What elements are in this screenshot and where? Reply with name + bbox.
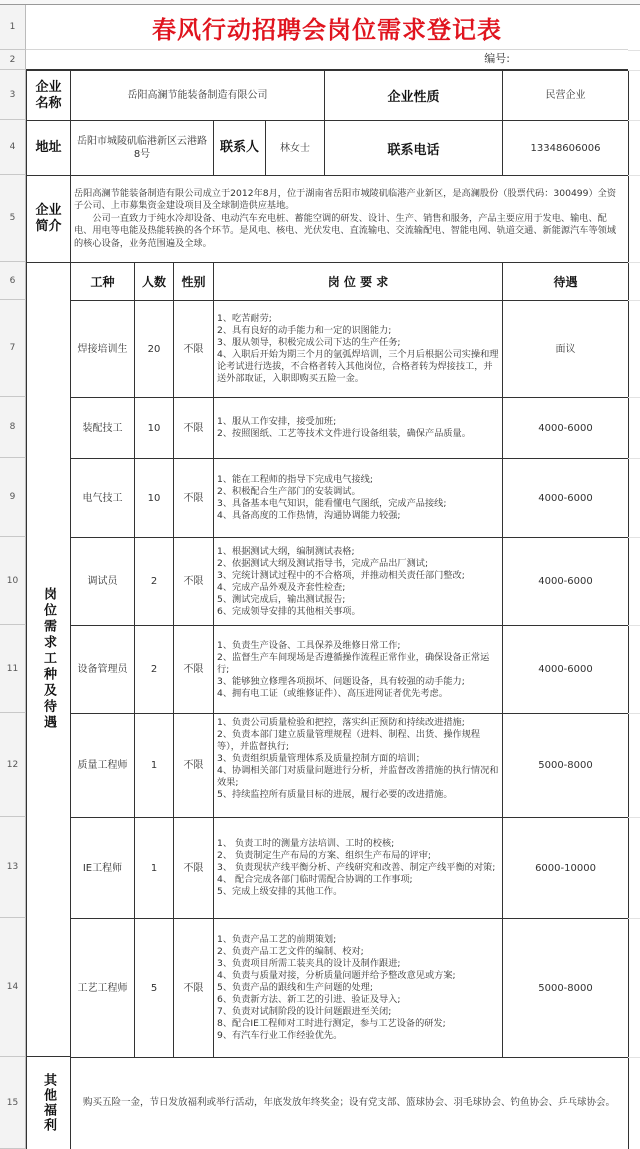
job-headcount: 1 [134, 817, 174, 919]
requirement-item: 1、负责公司质量检验和把控，落实纠正预防和持续改进措施; [217, 717, 465, 728]
requirement-item: 5、负责产品的跟线和生产问题的处理; [217, 982, 373, 993]
requirement-item: 2、依据测试大纲及测试指导书，完成产品出厂测试; [217, 557, 429, 569]
right-margin-cell [628, 120, 640, 176]
right-margin-cell [628, 262, 640, 301]
requirement-item: 6、完成领导安排的其他相关事项。 [217, 605, 361, 617]
job-type: IE工程师 [70, 817, 135, 919]
row-number-9: 9 [0, 458, 26, 537]
requirement-item: 1、负责产品工艺的前期策划; [217, 934, 337, 945]
job-type: 调试员 [70, 537, 135, 626]
requirement-item: 4、协调相关部门对质量问题进行分析，并监督改善措施的执行情况和效果; [217, 765, 499, 788]
requirement-item: 3、服从领导，积极完成公司下达的生产任务; [217, 337, 401, 348]
job-gender: 不限 [173, 458, 214, 538]
job-gender: 不限 [173, 397, 214, 459]
job-headcount: 10 [134, 458, 174, 538]
job-requirements [213, 537, 503, 626]
right-margin-cell [628, 918, 640, 1058]
requirement-item: 2、积极配合生产部门的安装调试。 [217, 486, 361, 497]
requirement-item: 1、服从工作安排，接受加班; [217, 416, 337, 427]
right-margin-cell [628, 5, 640, 51]
benefits-text[interactable]: 购买五险一金，节日发放福利或举行活动，年底发放年终奖金；设有党支部、篮球协会、羽毛球协会、钓鱼协会、乒乓球协会。 [70, 1057, 629, 1149]
job-type: 设备管理员 [70, 625, 135, 714]
right-margin-cell [628, 175, 640, 263]
requirement-item: 2、负责本部门建立质量管理规程（进料、制程、出货、操作规程等），并监督执行; [217, 729, 481, 752]
job-headcount: 5 [134, 918, 174, 1058]
job-headcount: 20 [134, 300, 174, 398]
job-pay: 面议 [502, 300, 629, 398]
job-type: 装配技工 [70, 397, 135, 459]
requirement-item: 1、根据测试大纲，编制测试表格; [217, 545, 355, 557]
job-headcount: 10 [134, 397, 174, 459]
row-number-2: 2 [0, 50, 26, 70]
requirement-item: 5、测试完成后，输出测试报告; [217, 593, 346, 605]
job-pay: 4000-6000 [502, 625, 629, 714]
contact-phone-label: 联系电话 [324, 120, 503, 176]
requirement-item: 1、吃苦耐劳; [217, 313, 272, 324]
header-pay: 待遇 [502, 262, 629, 301]
job-headcount: 1 [134, 713, 174, 818]
requirement-item: 4、入职后开始为期三个月的氩弧焊培训，三个月后根据公司实操和理论考试进行选拔，不合格者转入其他岗位，合格者转为焊接技工，并送外部取证，入职即购买五险一金。 [217, 349, 499, 384]
header-requirements: 岗 位 要 求 [213, 262, 503, 301]
requirement-item: 1、能在工程师的指导下完成电气接线; [217, 474, 373, 485]
requirement-item: 3、具备基本电气知识，能看懂电气图纸，完成产品接线; [217, 498, 447, 509]
company-name-label: 企业名称 [26, 70, 71, 121]
row-number-10: 10 [0, 537, 26, 625]
job-pay: 4000-6000 [502, 397, 629, 459]
requirement-item: 4、拥有电工证（或维修证件）、高压进网证者优先考虑。 [217, 687, 448, 699]
requirement-item: 5、完成上级安排的其他工作。 [217, 886, 343, 897]
row-number-12: 12 [0, 713, 26, 817]
requirement-item: 5、持续监控所有质量目标的进展，履行必要的改进措施。 [217, 789, 453, 800]
job-pay: 6000-10000 [502, 817, 629, 919]
requirement-item: 2、监督生产车间现场是否遵循操作流程正常作业，确保设备正常运行; [217, 651, 490, 675]
company-name-value[interactable]: 岳阳高澜节能装备制造有限公司 [70, 70, 325, 121]
job-pay: 4000-6000 [502, 537, 629, 626]
company-intro-text[interactable] [70, 175, 629, 263]
requirement-item: 7、负责对试制阶段的设计问题跟进至关闭; [217, 1006, 392, 1017]
job-requirements [213, 817, 503, 919]
header-gender: 性别 [173, 262, 214, 301]
right-margin-cell [628, 70, 640, 121]
job-gender: 不限 [173, 918, 214, 1058]
requirement-item: 2、负责产品工艺文件的编制、校对; [217, 946, 364, 957]
requirement-item: 4、具备高度的工作热情，沟通协调能力较强; [217, 510, 401, 521]
header-headcount: 人数 [134, 262, 174, 301]
company-nature-value[interactable]: 民营企业 [502, 70, 629, 121]
right-margin-cell [628, 625, 640, 714]
requirement-item: 3、能够独立修理各项损坏、问题设备，具有较强的动手能力; [217, 675, 465, 687]
right-margin-cell [628, 397, 640, 459]
requirement-item: 3、负责组织质量管理体系及质量控制方面的培训； [217, 753, 425, 764]
benefits-label: 其他福利 [41, 1073, 56, 1133]
row-number-13: 13 [0, 817, 26, 918]
benefits-label-cell [26, 1057, 71, 1149]
requirement-item: 1、 负责工时的测量方法培训、工时的校核; [217, 838, 395, 849]
jobs-section-label-cell [26, 262, 71, 1057]
right-margin-cell [628, 300, 640, 398]
requirement-item: 2、按照图纸、工艺等技术文件进行设备组装，确保产品质量。 [217, 428, 471, 439]
job-requirements [213, 300, 503, 398]
job-pay: 4000-6000 [502, 458, 629, 538]
job-gender: 不限 [173, 817, 214, 919]
requirement-item: 4、完成产品外观及齐套性检查; [217, 581, 346, 593]
requirement-item: 4、负责与质量对接，分析质量问题并给予整改意见或方案; [217, 970, 456, 981]
contact-person-value[interactable]: 林女士 [265, 120, 325, 176]
company-intro-paragraph-1: 岳阳高澜节能装备制造有限公司成立于2012年8月，位于湖南省岳阳市城陵矶临港产业新区，是高澜股份（股票代码：300499）全资子公司、上市募集资金建设项目及全球制造供应基地。 [74, 187, 617, 212]
job-pay: 5000-8000 [502, 918, 629, 1058]
requirement-item: 2、具有良好的动手能力和一定的识图能力; [217, 325, 392, 336]
job-type: 电气技工 [70, 458, 135, 538]
requirement-item: 2、 负责制定生产布局的方案、组织生产布局的评审; [217, 850, 431, 861]
right-margin-cell [628, 537, 640, 626]
job-gender: 不限 [173, 625, 214, 714]
requirement-item: 9、有汽车行业工作经验优先。 [217, 1030, 343, 1041]
row-number-15: 15 [0, 1057, 26, 1149]
row-number-8: 8 [0, 397, 26, 458]
requirement-item: 8、配合IE工程师对工时进行测定，参与工艺设备的研发; [217, 1018, 446, 1029]
job-pay: 5000-8000 [502, 713, 629, 818]
job-type: 工艺工程师 [70, 918, 135, 1058]
requirement-item: 4、 配合完成各部门临时需配合协调的工作事项; [217, 874, 413, 885]
address-label: 地址 [26, 120, 71, 176]
row-number-5: 5 [0, 175, 26, 262]
job-gender: 不限 [173, 713, 214, 818]
header-job-type: 工种 [70, 262, 135, 301]
job-headcount: 2 [134, 537, 174, 626]
serial-number-label: 编号: [484, 52, 510, 66]
job-gender: 不限 [173, 300, 214, 398]
job-type: 焊接培训生 [70, 300, 135, 398]
job-requirements [213, 397, 503, 459]
job-requirements [213, 713, 503, 818]
contact-person-label: 联系人 [213, 120, 266, 176]
jobs-section-label: 岗位需求工种及待遇 [41, 587, 56, 731]
form-title: 春风行动招聘会岗位需求登记表 [152, 15, 502, 44]
job-requirements [213, 625, 503, 714]
job-requirements [213, 918, 503, 1058]
form-title-cell [26, 5, 628, 50]
right-margin-cell [628, 458, 640, 538]
address-value[interactable]: 岳阳市城陵矶临港新区云港路8号 [70, 120, 214, 176]
job-gender: 不限 [173, 537, 214, 626]
right-margin-cell [628, 713, 640, 818]
company-intro-paragraph-2: 公司一直致力于纯水冷却设备、电动汽车充电桩、蓄能空调的研发、设计、生产、销售和服务，产品主要应用于发电、输电、配电、用电等电能及热能转换的各个环节。是风电、核电、光伏发电、直流输电、交流输配电、智能电网、轨道交通、新能源汽车等领域的核心设备，业务范围遍及全球。 [74, 212, 617, 249]
requirement-item: 3、 负责现状产线平衡分析、产线研究和改善、制定产线平衡的对策; [217, 862, 496, 873]
row-number-3: 3 [0, 70, 26, 120]
row-number-1: 1 [0, 5, 26, 50]
requirement-item: 6、负责新方法、新工艺的引进、验证及导入; [217, 994, 401, 1005]
row-number-14: 14 [0, 918, 26, 1057]
requirement-item: 3、负责项目所需工装夹具的设计及制作跟进; [217, 958, 401, 969]
row-number-11: 11 [0, 625, 26, 713]
contact-phone-value[interactable]: 13348606006 [502, 120, 629, 176]
row-number-6: 6 [0, 262, 26, 300]
requirement-item: 1、负责生产设备、工具保养及维修日常工作; [217, 639, 401, 651]
right-margin-cell [628, 817, 640, 919]
right-margin-cell [628, 50, 640, 71]
row-number-4: 4 [0, 120, 26, 175]
company-intro-label: 企业简介 [26, 175, 71, 263]
job-type: 质量工程师 [70, 713, 135, 818]
job-headcount: 2 [134, 625, 174, 714]
row-number-7: 7 [0, 300, 26, 397]
requirement-item: 3、完统计测试过程中的不合格项，并推动相关责任部门整改; [217, 569, 465, 581]
serial-number-cell[interactable] [26, 50, 628, 70]
company-nature-label: 企业性质 [324, 70, 503, 121]
job-requirements [213, 458, 503, 538]
